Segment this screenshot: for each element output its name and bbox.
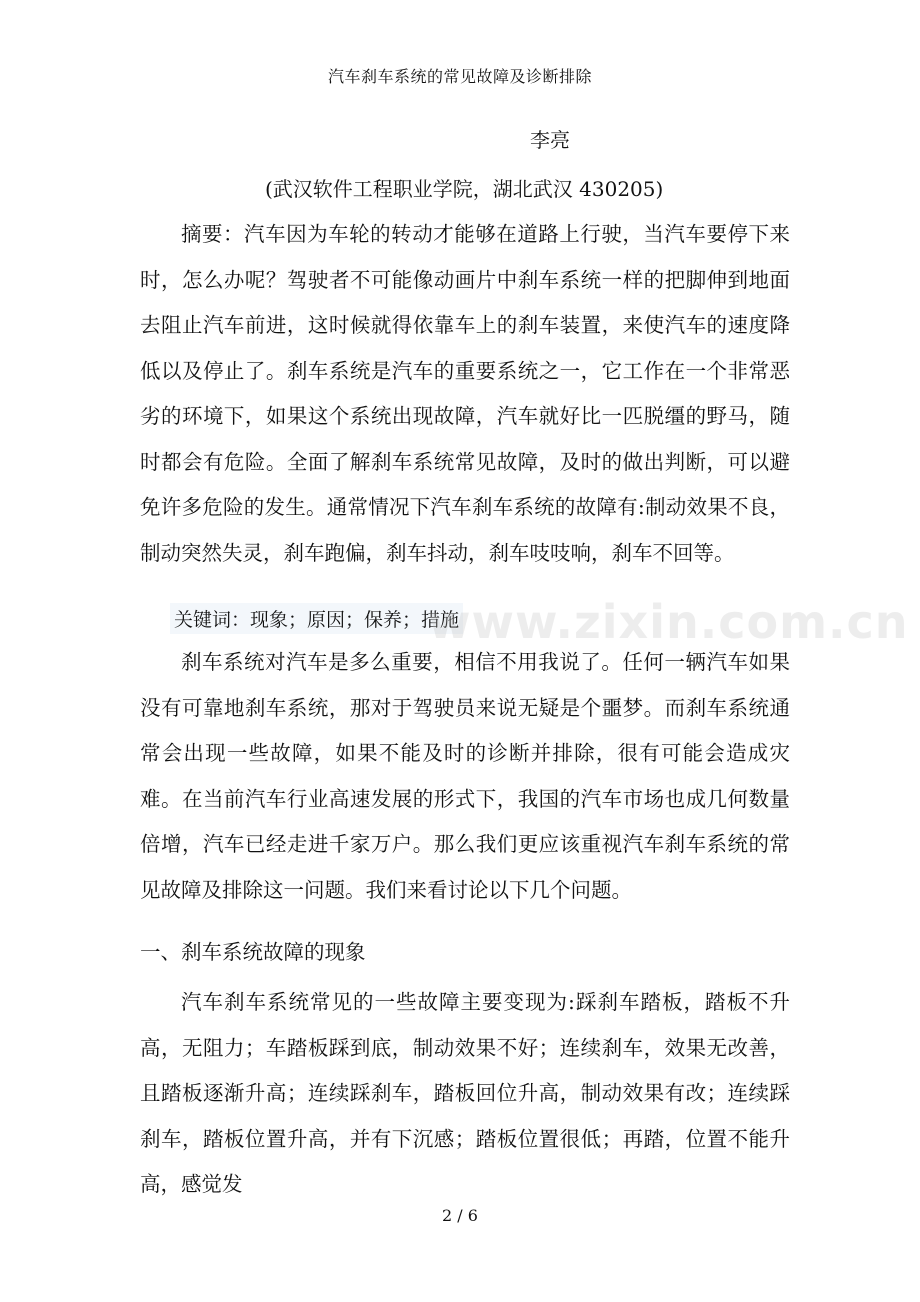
watermark: www.zixin.com.cn: [428, 595, 909, 649]
keywords-line: 关键词：现象；原因；保养；措施: [170, 603, 463, 634]
intro-paragraph: 刹车系统对汽车是多么重要，相信不用我说了。任何一辆汽车如果没有可靠地刹车系统，那对于驾驶员来说无疑是个噩梦。而刹车系统通常会出现一些故障，如果不能及时的诊断并排除，很有可能会造成灾难。在当前汽车行业高速发展的形式下，我国的汽车市场也成几何数量倍增，汽车已经走进千家万户。那么我们更应该重视汽车刹车系统的常见故障及排除这一问题。我们来看讨论以下几个问题。: [140, 650, 790, 902]
abstract-paragraph: 摘要：汽车因为车轮的转动才能够在道路上行驶，当汽车要停下来时，怎么办呢？驾驶者不可能像动画片中刹车系统一样的把脚伸到地面去阻止汽车前进，这时候就得依靠车上的刹车装置，来使汽车的速度降低以及停止了。刹车系统是汽车的重要系统之一，它工作在一个非常恶劣的环境下，如果这个系统出现故障，汽车就好比一匹脱缰的野马，随时都会有危险。全面了解刹车系统常见故障，及时的做出判断，可以避免许多危险的发生。通常情况下汽车刹车系统的故障有:制动效果不良，制动突然失灵，刹车跑偏，刹车抖动，刹车吱吱响，刹车不回等。: [140, 222, 790, 565]
author-name: 李亮: [530, 128, 570, 152]
section-heading: 一、刹车系统故障的现象: [140, 940, 366, 964]
section-body-paragraph: 汽车刹车系统常见的一些故障主要变现为:踩刹车踏板，踏板不升高，无阻力；车踏板踩到底，制动效果不好；连续刹车，效果无改善，且踏板逐渐升高；连续踩刹车，踏板回位升高，制动效果有改；连续踩刹车，踏板位置升高，并有下沉感；踏板位置很低；再踏，位置不能升高，感觉发: [140, 990, 790, 1196]
document-title: 汽车刹车系统的常见故障及诊断排除: [327, 67, 592, 86]
page-number: 2 / 6: [442, 1206, 478, 1225]
author-affiliation: (武汉软件工程职业学院，湖北武汉 430205): [265, 177, 664, 201]
